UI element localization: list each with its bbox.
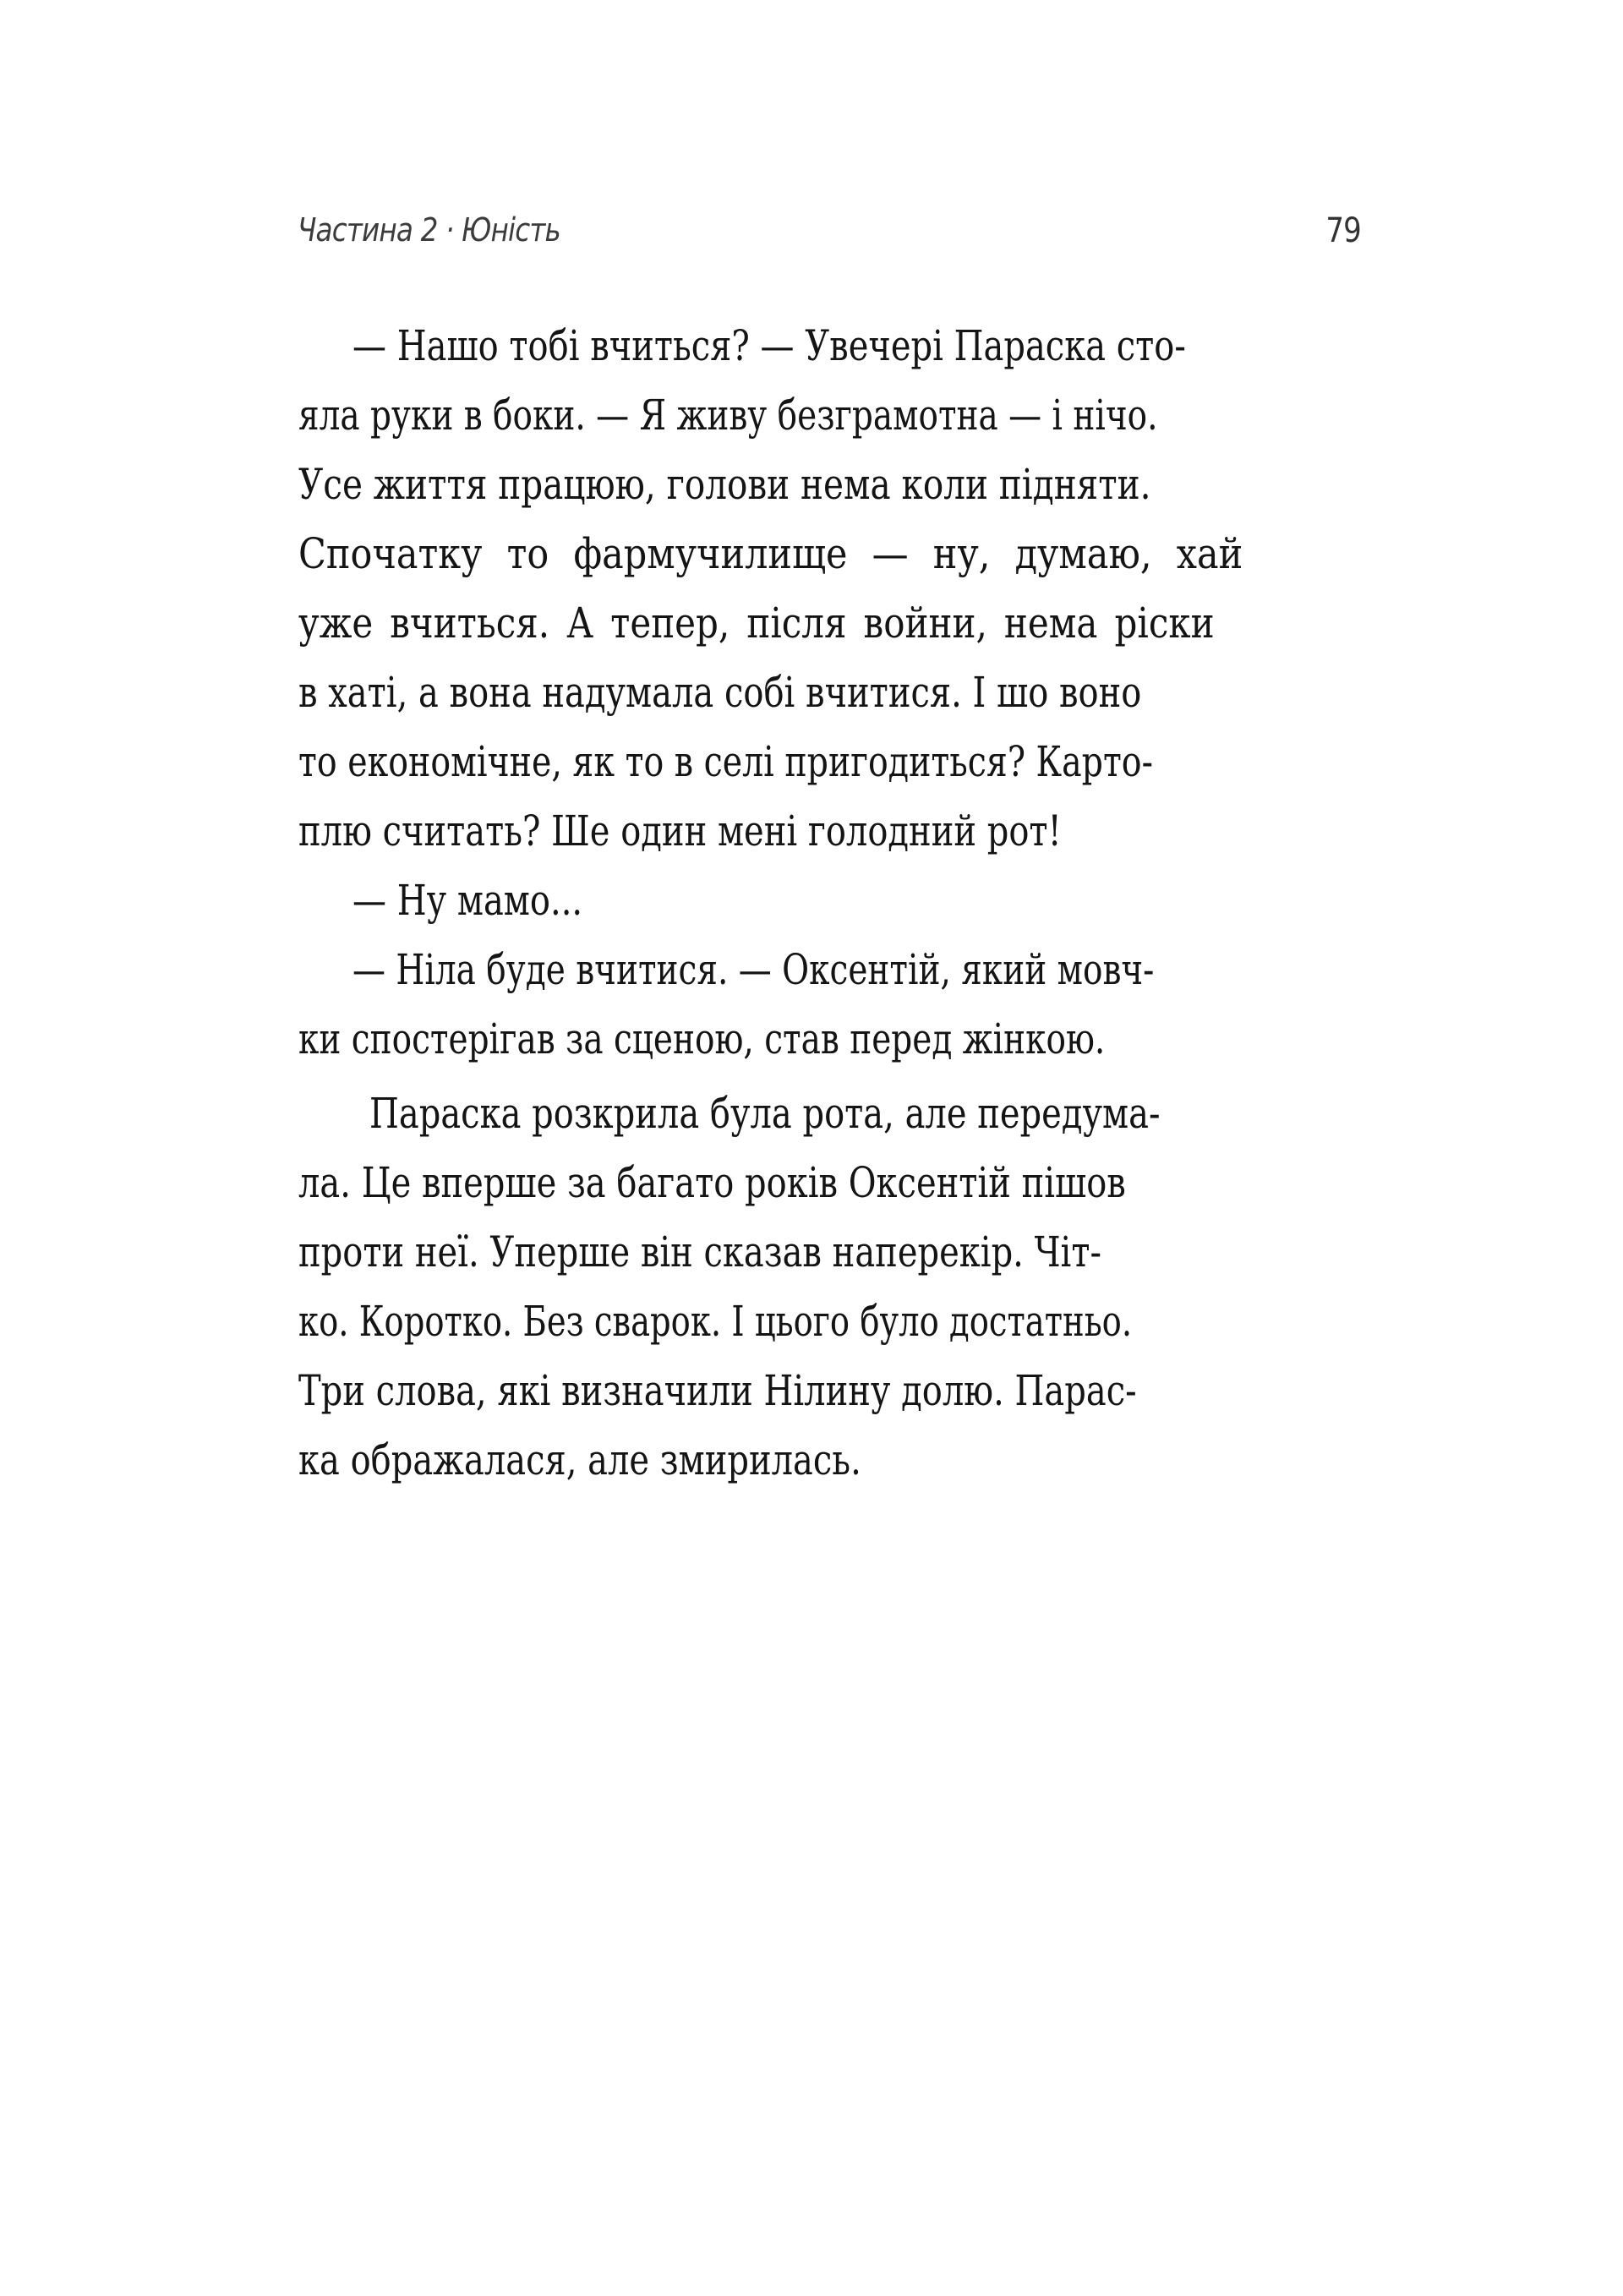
running-head <box>298 211 1361 254</box>
paragraph <box>298 311 1360 866</box>
paragraph <box>298 935 1360 1074</box>
text-line: — Нашо тобі вчиться? — Увечері Параска сто- <box>352 321 1186 370</box>
text-line: плю считать? Ше один мені голодний рот! <box>298 806 1062 856</box>
page-number: 79 <box>1325 211 1361 250</box>
text-line: ла. Це вперше за багато років Оксентій пішов <box>298 1158 1126 1207</box>
text-line: — Ну мамо... <box>352 876 583 925</box>
text-line: Параска розкрила була рота, але передума- <box>369 1089 1161 1138</box>
paragraph <box>298 1079 1360 1495</box>
chapter-title: Частина 2 · Юність <box>298 211 560 249</box>
text-line: в хаті, а вона надумала собі вчитися. І шо воно <box>298 668 1142 717</box>
text-line: то економічне, як то в селі пригодиться? Карто- <box>298 737 1153 786</box>
text-line: проти неї. Уперше він сказав наперекір. Чіт- <box>298 1227 1101 1276</box>
text-line: ка ображалася, але змирилась. <box>298 1435 861 1484</box>
text-line: уже вчиться. А тепер, після войни, нема ріски <box>298 599 1215 648</box>
text-line: Спочатку то фармучилище — ну, думаю, хай <box>298 529 1243 578</box>
text-line: ки спостерігав за сценою, став перед жінкою. <box>298 1014 1106 1063</box>
body-text <box>298 311 1360 1495</box>
text-line: — Ніла буде вчитися. — Оксентій, який мовч- <box>352 945 1155 994</box>
text-line: Усе життя працюю, голови нема коли підняти. <box>298 460 1151 509</box>
text-line: яла руки в боки. — Я живу безграмотна — і нічо. <box>298 391 1158 440</box>
text-line: ко. Коротко. Без сварок. І цього було достатньо. <box>298 1297 1133 1346</box>
paragraph <box>298 866 1360 935</box>
text-line: Три слова, які визначили Нілину долю. Парас- <box>298 1366 1137 1415</box>
